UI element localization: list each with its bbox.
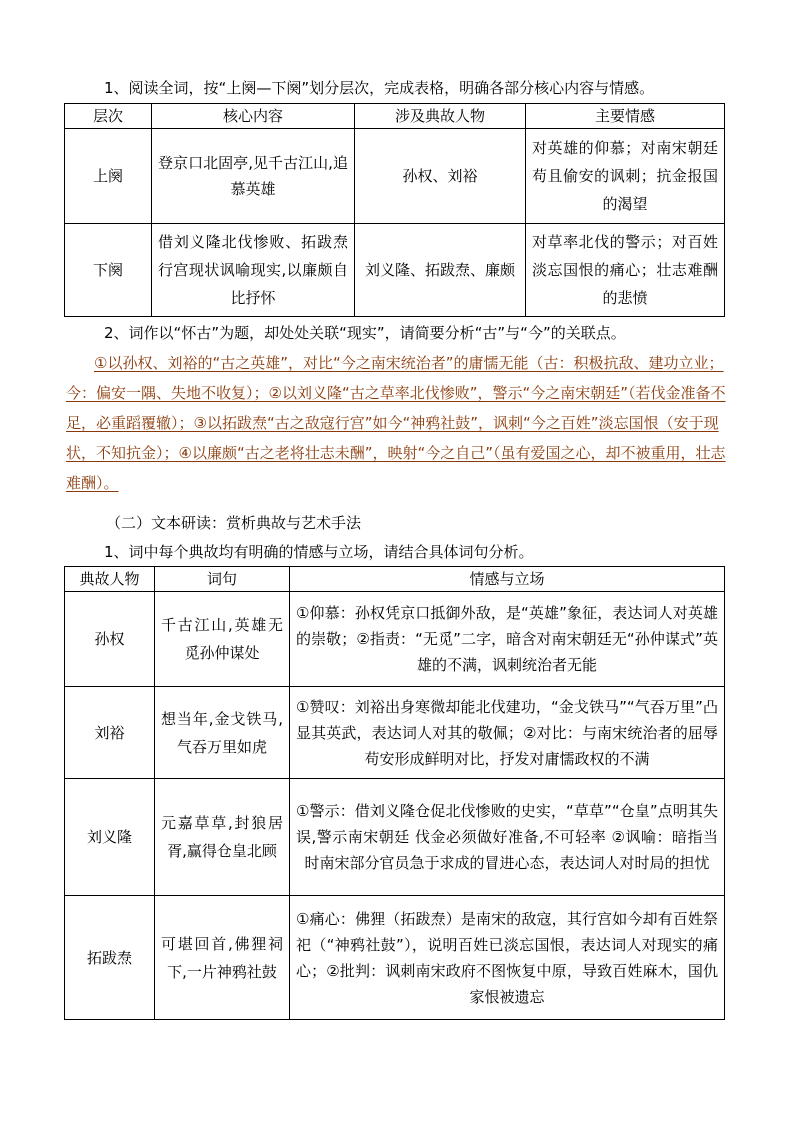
analysis-cell: ①仰慕：孙权凭京口抵御外敌，是“英雄”象征，表达词人对英雄的崇敬；②指责：“无觅”二字，暗含对南宋朝廷无“孙仲谋式”英雄的不满，讽刺统治者无能 <box>290 592 725 687</box>
question-3-title: 1、词中每个典故均有明确的情感与立场，请结合具体词句分析。 <box>104 543 534 561</box>
content-cell: 借刘义隆北伐惨败、拓跋焘行宫现状讽喻现实,以廉颇自比抒怀 <box>152 224 355 317</box>
analysis-cell: ①痛心：佛狸（拓跋焘）是南宋的敌寇，其行宫如今却有百姓祭祀（“神鸦社鼓”），说明百姓已淡忘国恨，表达词人对现实的痛心；②批判：讽刺南宋政府不图恢复中原，导致百姓麻木，国仇家恨被遗忘 <box>290 896 725 1020</box>
table-row <box>65 779 725 896</box>
table-row <box>65 129 725 224</box>
header-people: 涉及典故人物 <box>355 104 526 129</box>
emotion-cell: 对草率北伐的警示；对百姓淡忘国恨的痛心；壮志难酬的悲愤 <box>526 224 725 317</box>
allusion-table <box>64 566 725 1020</box>
header-quote: 词句 <box>155 567 290 592</box>
person-cell: 拓跋焘 <box>65 896 155 1020</box>
table-row <box>65 687 725 779</box>
question-2-title: 2、词作以“怀古”为题，却处处关联“现实”，请简要分析“古”与“今”的关联点。 <box>104 324 626 342</box>
section-2-title: （二）文本研读：赏析典故与艺术手法 <box>106 514 362 532</box>
analysis-cell: ①赞叹：刘裕出身寒微却能北伐建功，“金戈铁马”“气吞万里”凸显其英武，表达词人对其的敬佩；②对比：与南宋统治者的屈辱苟安形成鲜明对比，抒发对庸懦政权的不满 <box>290 687 725 779</box>
people-cell: 刘义隆、拓跋焘、廉颇 <box>355 224 526 317</box>
level-cell: 下阕 <box>65 224 152 317</box>
analysis-cell: ①警示：借刘义隆仓促北伐惨败的史实，“草草”“仓皇”点明其失误,警示南宋朝廷 伐金必须做好准备,不可轻率 ②讽喻：暗指当时南宋部分官员急于求成的冒进心态，表达词人对时局的担忧 <box>290 779 725 896</box>
table-row <box>65 896 725 1020</box>
header-level: 层次 <box>65 104 152 129</box>
header-person: 典故人物 <box>65 567 155 592</box>
person-cell: 刘裕 <box>65 687 155 779</box>
question-2-answer: ①以孙权、刘裕的“古之英雄”，对比“今之南宋统治者”的庸懦无能（古：积极抗敌、建功立业；今：偏安一隅、失地不收复）；②以刘义隆“古之草率北伐惨败”，警示“今之南宋朝廷”（若伐金准备不足，必重蹈覆辙）；③以拓跋焘“古之敌寇行宫”如今“神鸦社鼓”，讽刺“今之百姓”淡忘国恨（安于现状，不知抗金）；④以廉颇“古之老将壮志未酬”，映射“今之自己”（虽有爱国之心，却不被重用，壮志难酬）。 <box>66 354 726 492</box>
level-cell: 上阕 <box>65 129 152 224</box>
person-cell: 刘义隆 <box>65 779 155 896</box>
table-row <box>65 224 725 317</box>
table-header-row <box>65 104 725 129</box>
table-row <box>65 592 725 687</box>
header-content: 核心内容 <box>152 104 355 129</box>
person-cell: 孙权 <box>65 592 155 687</box>
question-1-title: 1、阅读全词，按“上阕—下阕”划分层次，完成表格，明确各部分核心内容与情感。 <box>104 79 655 97</box>
quote-cell: 可堪回首,佛狸祠下,一片神鸦社鼓 <box>155 896 290 1020</box>
quote-cell: 千古江山,英雄无觅孙仲谋处 <box>155 592 290 687</box>
people-cell: 孙权、刘裕 <box>355 129 526 224</box>
quote-cell: 想当年,金戈铁马,气吞万里如虎 <box>155 687 290 779</box>
structure-table <box>64 103 725 317</box>
header-emotion: 主要情感 <box>526 104 725 129</box>
header-analysis: 情感与立场 <box>290 567 725 592</box>
quote-cell: 元嘉草草,封狼居胥,赢得仓皇北顾 <box>155 779 290 896</box>
content-cell: 登京口北固亭,见千古江山,追慕英雄 <box>152 129 355 224</box>
emotion-cell: 对英雄的仰慕；对南宋朝廷苟且偷安的讽刺；抗金报国的渴望 <box>526 129 725 224</box>
table-header-row <box>65 567 725 592</box>
